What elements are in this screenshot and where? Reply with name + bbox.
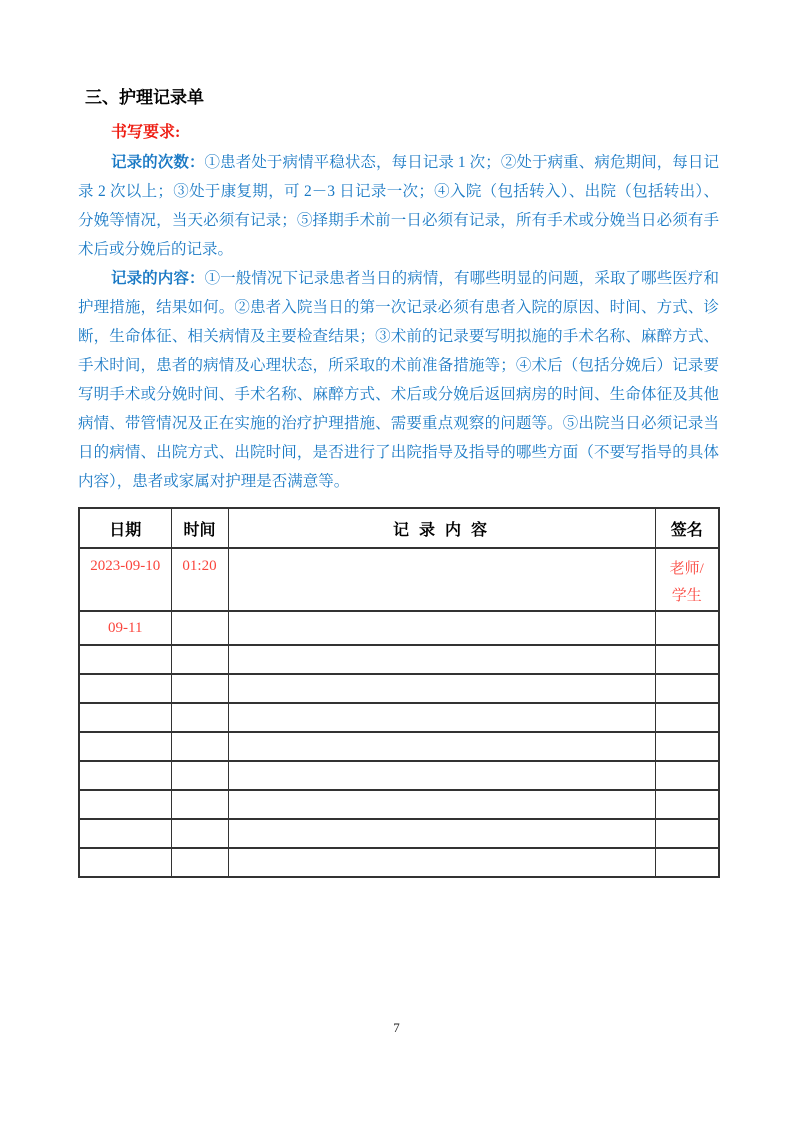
time-cell	[171, 848, 228, 877]
time-cell	[171, 645, 228, 674]
col-header-time: 时间	[171, 508, 228, 548]
time-cell	[171, 703, 228, 732]
date-cell	[79, 761, 171, 790]
signature-cell	[655, 732, 719, 761]
content-cell	[228, 548, 655, 611]
signature-cell	[655, 645, 719, 674]
time-cell	[171, 790, 228, 819]
table-row	[79, 548, 719, 611]
record-frequency-lead: 记录的次数：	[111, 154, 205, 171]
time-cell	[171, 819, 228, 848]
signature-cell	[655, 548, 719, 611]
content-cell	[228, 732, 655, 761]
content-cell	[228, 848, 655, 877]
nursing-record-table	[78, 507, 720, 878]
time-cell	[171, 761, 228, 790]
signature-line-1: 老师/	[669, 561, 704, 577]
time-cell: 01:20	[171, 548, 228, 611]
table-row	[79, 848, 719, 877]
signature-line-2: 学生	[671, 588, 702, 604]
section-title: 三、护理记录单	[85, 88, 204, 107]
signature-cell	[655, 703, 719, 732]
signature-cell	[655, 761, 719, 790]
col-header-content: 记 录 内 容	[228, 508, 655, 548]
table-header-row	[79, 508, 719, 548]
table-row	[79, 674, 719, 703]
date-cell	[79, 790, 171, 819]
date-cell	[79, 645, 171, 674]
record-content-paragraph	[78, 264, 719, 496]
table-row	[79, 611, 719, 645]
signature-cell	[655, 790, 719, 819]
time-cell	[171, 611, 228, 645]
content-cell	[228, 819, 655, 848]
table-row	[79, 703, 719, 732]
time-cell	[171, 732, 228, 761]
date-cell	[79, 674, 171, 703]
date-cell	[79, 848, 171, 877]
col-header-date: 日期	[79, 508, 171, 548]
content-cell	[228, 611, 655, 645]
table-row	[79, 761, 719, 790]
signature-cell	[655, 819, 719, 848]
date-cell	[79, 819, 171, 848]
record-frequency-body: ①患者处于病情平稳状态，每日记录 1 次；②处于病重、病危期间，每日记录 2 次以上；③处于康复期，可 2－3 日记录一次；④入院（包括转入）、出院（包括转出）、分娩等情况，当天必须有记录；⑤择期手术前一日必须有记录，所有手术或分娩当日必须有手术后或分娩后的记录。	[78, 154, 719, 258]
table-row	[79, 819, 719, 848]
signature-cell	[655, 848, 719, 877]
content-cell	[228, 761, 655, 790]
date-cell: 2023-09-10	[79, 548, 171, 611]
writing-requirements-label: 书写要求:	[111, 124, 181, 141]
record-content-lead: 记录的内容：	[111, 270, 205, 287]
table-row	[79, 790, 719, 819]
page-number: 7	[393, 1020, 400, 1035]
record-content-body: ①一般情况下记录患者当日的病情，有哪些明显的问题，采取了哪些医疗和护理措施，结果如何。②患者入院当日的第一次记录必须有患者入院的原因、时间、方式、诊断，生命体征、相关病情及主要检查结果；③术前的记录要写明拟施的手术名称、麻醉方式、手术时间，患者的病情及心理状态，所采取的术前准备措施等；④术后（包括分娩后）记录要写明手术或分娩时间、手术名称、麻醉方式、术后或分娩后返回病房的时间、生命体征及其他病情、带管情况及正在实施的治疗护理措施、需要重点观察的问题等。⑤出院当日必须记录当日的病情、出院方式、出院时间，是否进行了出院指导及指导的哪些方面（不要写指导的具体内容），患者或家属对护理是否满意等。	[78, 270, 719, 490]
document-content	[78, 86, 719, 878]
content-cell	[228, 703, 655, 732]
col-header-signature: 签名	[655, 508, 719, 548]
date-cell: 09-11	[79, 611, 171, 645]
date-cell	[79, 732, 171, 761]
record-frequency-paragraph	[78, 148, 719, 264]
table-row	[79, 732, 719, 761]
content-cell	[228, 645, 655, 674]
signature-cell	[655, 674, 719, 703]
content-cell	[228, 790, 655, 819]
signature-cell	[655, 611, 719, 645]
time-cell	[171, 674, 228, 703]
table-row	[79, 645, 719, 674]
content-cell	[228, 674, 655, 703]
date-cell	[79, 703, 171, 732]
